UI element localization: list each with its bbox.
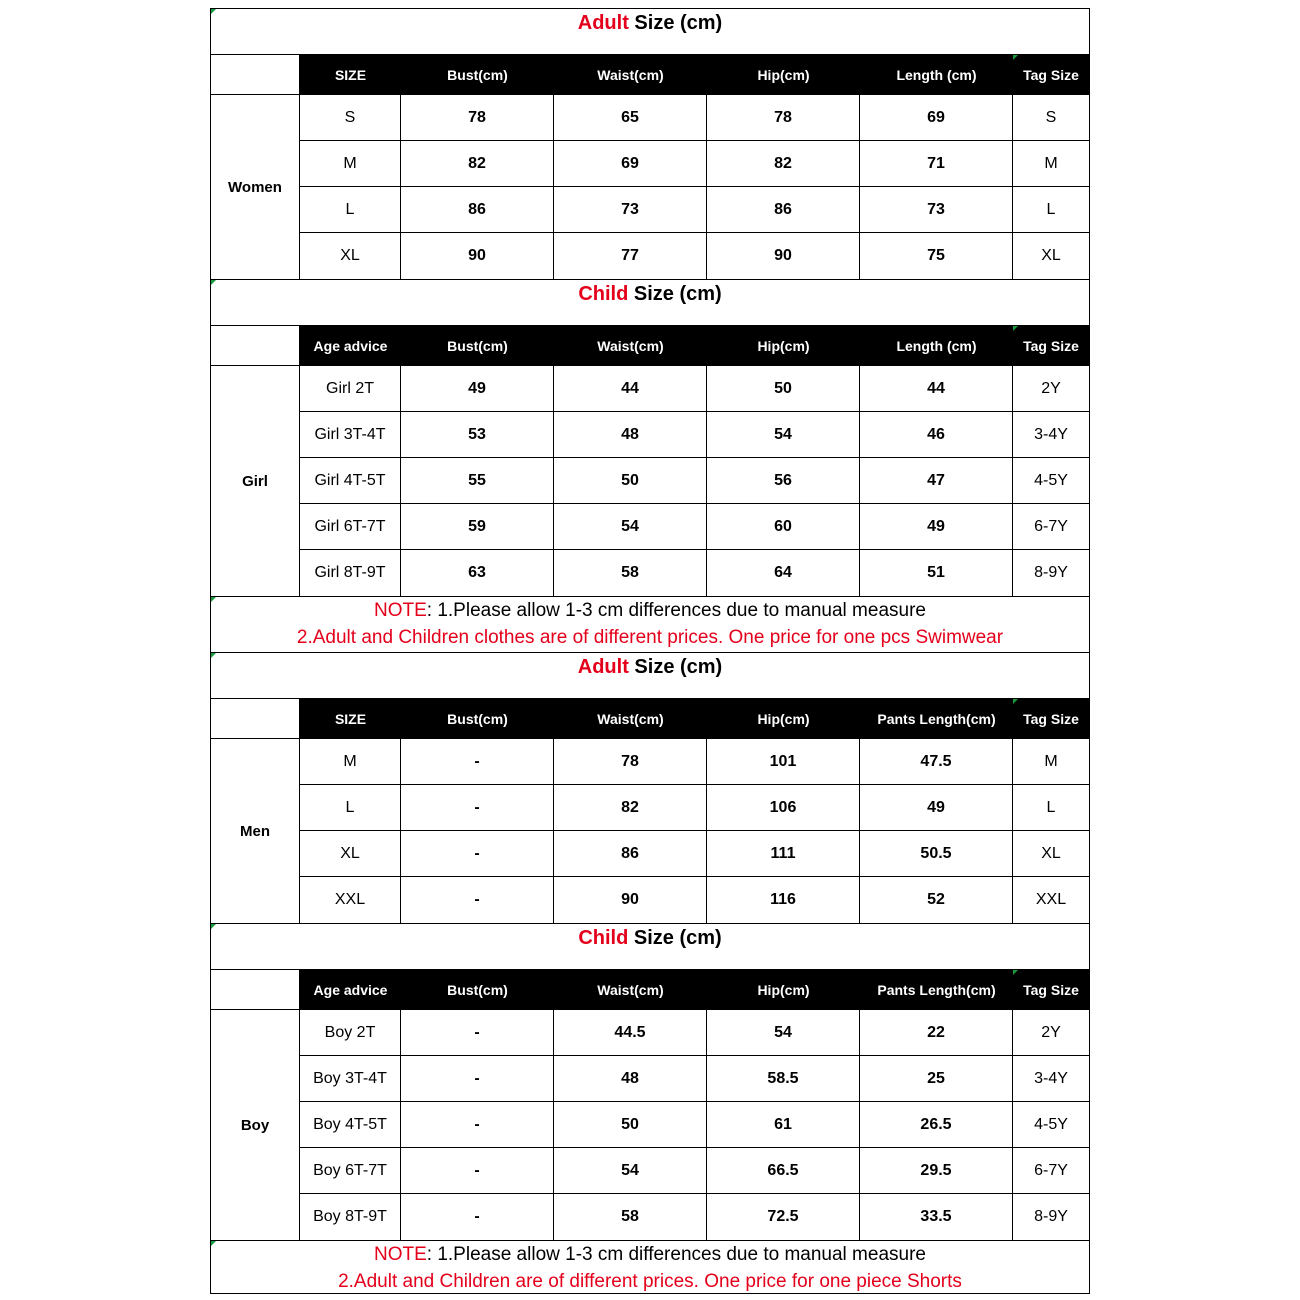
cell-length: 49	[860, 785, 1013, 830]
header-columns	[300, 326, 1089, 365]
column-header-size: SIZE	[334, 710, 367, 727]
cell-hip: 72.5	[707, 1194, 860, 1240]
section-title	[211, 9, 1089, 55]
table-rows	[300, 1010, 1089, 1240]
cell-length: 22	[860, 1010, 1013, 1055]
cell-waist: 58	[554, 550, 707, 596]
cell-waist: 77	[554, 233, 707, 279]
cell-hip: 64	[707, 550, 860, 596]
size-section	[211, 9, 1089, 280]
column-header-length: Pants Length(cm)	[877, 981, 996, 998]
cell-hip: 61	[707, 1102, 860, 1147]
section-title	[211, 280, 1089, 326]
table-row	[300, 1102, 1089, 1148]
cell-size: Girl 4T-5T	[300, 458, 401, 503]
note-label: NOTE	[374, 600, 427, 621]
table-rows	[300, 366, 1089, 596]
section-title-text: Size (cm)	[628, 927, 722, 949]
table-row	[300, 366, 1089, 412]
table-row	[300, 785, 1089, 831]
cell-tag: 4-5Y	[1034, 1115, 1068, 1133]
column-header-waist: Waist(cm)	[597, 710, 664, 727]
cell-hip: 58.5	[707, 1056, 860, 1101]
section-title-text: Size (cm)	[628, 12, 723, 34]
table-body	[211, 366, 1089, 597]
table-header	[211, 970, 1089, 1010]
header-blank-cell	[211, 699, 300, 738]
header-columns	[300, 55, 1089, 94]
cell-bust: 49	[401, 366, 554, 411]
cell-tag: L	[1046, 200, 1056, 218]
table-rows	[300, 95, 1089, 279]
column-header-size: Age advice	[313, 981, 388, 998]
column-header-bust: Bust(cm)	[447, 981, 508, 998]
column-header-tag: Tag Size	[1013, 55, 1089, 94]
section-title-highlight: Adult	[577, 656, 629, 678]
cell-size: Boy 2T	[300, 1010, 401, 1055]
section-title	[211, 653, 1089, 699]
cell-waist: 82	[554, 785, 707, 830]
cell-size: Girl 3T-4T	[300, 412, 401, 457]
note-line-2: 2.Adult and Children clothes are of different prices. One price for one pcs Swimwear	[296, 627, 1004, 648]
table-row	[300, 1056, 1089, 1102]
cell-bust: 78	[401, 95, 554, 140]
cell-size: Boy 6T-7T	[300, 1148, 401, 1193]
note-box	[211, 597, 1089, 653]
cell-hip: 56	[707, 458, 860, 503]
size-section	[211, 924, 1089, 1297]
column-header-hip: Hip(cm)	[757, 710, 810, 727]
cell-hip: 101	[707, 739, 860, 784]
cell-waist: 50	[554, 458, 707, 503]
cell-bust: -	[401, 877, 554, 923]
note-box	[211, 1241, 1089, 1297]
table-row	[300, 739, 1089, 785]
section-title-text: Size (cm)	[628, 283, 722, 305]
cell-waist: 78	[554, 739, 707, 784]
cell-bust: 90	[401, 233, 554, 279]
cell-waist: 69	[554, 141, 707, 186]
table-row	[300, 504, 1089, 550]
cell-bust: -	[401, 831, 554, 876]
cell-bust: 55	[401, 458, 554, 503]
column-header-length: Length (cm)	[896, 66, 977, 83]
note-text-1: : 1.Please allow 1-3 cm differences due to manual measure	[426, 1244, 926, 1265]
cell-length: 25	[860, 1056, 1013, 1101]
cell-size: Girl 8T-9T	[300, 550, 401, 596]
cell-tag: M	[1044, 154, 1058, 172]
table-row	[300, 233, 1089, 279]
size-chart	[210, 8, 1090, 1294]
cell-size: Boy 8T-9T	[300, 1194, 401, 1240]
cell-length: 47.5	[860, 739, 1013, 784]
cell-tag: 6-7Y	[1034, 517, 1068, 535]
cell-size: L	[300, 785, 401, 830]
note-text-1: : 1.Please allow 1-3 cm differences due to manual measure	[426, 600, 926, 621]
cell-tag: XL	[1041, 247, 1061, 264]
cell-length: 73	[860, 187, 1013, 232]
table-row	[300, 95, 1089, 141]
cell-hip: 82	[707, 141, 860, 186]
section-title-highlight: Child	[578, 283, 629, 305]
cell-size: M	[300, 141, 401, 186]
cell-length: 50.5	[860, 831, 1013, 876]
cell-bust: -	[401, 1056, 554, 1101]
cell-tag: 2Y	[1041, 379, 1061, 397]
table-row	[300, 1194, 1089, 1240]
cell-length: 51	[860, 550, 1013, 596]
cell-size: S	[300, 95, 401, 140]
table-header	[211, 326, 1089, 366]
note-label: NOTE	[374, 1244, 427, 1265]
table-rows	[300, 739, 1089, 923]
cell-waist: 73	[554, 187, 707, 232]
cell-size: XL	[300, 831, 401, 876]
cell-tag: 8-9Y	[1034, 564, 1068, 581]
cell-bust: -	[401, 739, 554, 784]
column-header-hip: Hip(cm)	[757, 337, 810, 354]
table-row	[300, 141, 1089, 187]
header-blank-cell	[211, 326, 300, 365]
group-label: Women	[211, 95, 300, 279]
group-label: Girl	[211, 366, 300, 596]
table-row	[300, 550, 1089, 596]
section-title-highlight: Child	[578, 927, 629, 949]
cell-tag: 3-4Y	[1034, 1069, 1068, 1087]
cell-hip: 60	[707, 504, 860, 549]
cell-length: 44	[860, 366, 1013, 411]
column-header-bust: Bust(cm)	[447, 337, 508, 354]
cell-bust: 59	[401, 504, 554, 549]
table-body	[211, 739, 1089, 924]
note-line-1	[211, 1241, 1089, 1268]
cell-waist: 44.5	[554, 1010, 707, 1055]
table-row	[300, 412, 1089, 458]
cell-tag: 6-7Y	[1034, 1161, 1068, 1179]
cell-bust: 63	[401, 550, 554, 596]
cell-hip: 90	[707, 233, 860, 279]
table-header	[211, 699, 1089, 739]
table-body	[211, 95, 1089, 280]
cell-size: M	[300, 739, 401, 784]
column-header-tag: Tag Size	[1013, 970, 1089, 1009]
cell-waist: 58	[554, 1194, 707, 1240]
cell-size: XXL	[300, 877, 401, 923]
section-title-highlight: Adult	[577, 12, 629, 34]
column-header-hip: Hip(cm)	[757, 66, 810, 83]
table-row	[300, 831, 1089, 877]
cell-length: 69	[860, 95, 1013, 140]
header-columns	[300, 970, 1089, 1009]
cell-waist: 44	[554, 366, 707, 411]
section-title	[211, 924, 1089, 970]
cell-length: 75	[860, 233, 1013, 279]
column-header-length: Pants Length(cm)	[877, 710, 996, 727]
cell-waist: 86	[554, 831, 707, 876]
cell-tag: M	[1044, 752, 1058, 770]
note-line-1	[211, 597, 1089, 624]
table-row	[300, 877, 1089, 923]
cell-tag: S	[1045, 108, 1057, 126]
cell-bust: -	[401, 1010, 554, 1055]
column-header-size: SIZE	[334, 66, 367, 83]
cell-hip: 116	[707, 877, 860, 923]
section-title-text: Size (cm)	[628, 656, 723, 678]
cell-bust: 53	[401, 412, 554, 457]
column-header-length: Length (cm)	[896, 337, 977, 354]
cell-bust: 82	[401, 141, 554, 186]
column-header-hip: Hip(cm)	[757, 981, 810, 998]
column-header-bust: Bust(cm)	[447, 66, 508, 83]
cell-length: 26.5	[860, 1102, 1013, 1147]
cell-tag: 8-9Y	[1034, 1208, 1068, 1225]
cell-hip: 50	[707, 366, 860, 411]
cell-hip: 66.5	[707, 1148, 860, 1193]
note-line-2: 2.Adult and Children are of different prices. One price for one piece Shorts	[338, 1271, 962, 1292]
cell-waist: 54	[554, 504, 707, 549]
size-section	[211, 653, 1089, 924]
table-row	[300, 1148, 1089, 1194]
header-blank-cell	[211, 55, 300, 94]
column-header-waist: Waist(cm)	[597, 66, 664, 83]
cell-length: 47	[860, 458, 1013, 503]
cell-waist: 54	[554, 1148, 707, 1193]
cell-hip: 54	[707, 412, 860, 457]
cell-waist: 50	[554, 1102, 707, 1147]
table-row	[300, 458, 1089, 504]
cell-waist: 90	[554, 877, 707, 923]
cell-hip: 106	[707, 785, 860, 830]
header-columns	[300, 699, 1089, 738]
header-blank-cell	[211, 970, 300, 1009]
cell-hip: 78	[707, 95, 860, 140]
column-header-waist: Waist(cm)	[597, 337, 664, 354]
cell-bust: -	[401, 1194, 554, 1240]
cell-waist: 48	[554, 1056, 707, 1101]
cell-tag: 4-5Y	[1034, 471, 1068, 489]
cell-length: 29.5	[860, 1148, 1013, 1193]
cell-size: L	[300, 187, 401, 232]
column-header-bust: Bust(cm)	[447, 710, 508, 727]
column-header-tag: Tag Size	[1013, 326, 1089, 365]
cell-size: Girl 6T-7T	[300, 504, 401, 549]
cell-length: 52	[860, 877, 1013, 923]
group-label: Boy	[211, 1010, 300, 1240]
cell-bust: -	[401, 785, 554, 830]
cell-length: 46	[860, 412, 1013, 457]
cell-bust: -	[401, 1148, 554, 1193]
cell-tag: XXL	[1035, 891, 1067, 908]
column-header-size: Age advice	[313, 337, 388, 354]
cell-waist: 65	[554, 95, 707, 140]
cell-bust: -	[401, 1102, 554, 1147]
cell-tag: 3-4Y	[1034, 425, 1068, 443]
table-row	[300, 187, 1089, 233]
cell-bust: 86	[401, 187, 554, 232]
column-header-tag: Tag Size	[1013, 699, 1089, 738]
cell-hip: 54	[707, 1010, 860, 1055]
table-body	[211, 1010, 1089, 1241]
cell-tag: L	[1046, 798, 1056, 816]
cell-hip: 86	[707, 187, 860, 232]
cell-length: 71	[860, 141, 1013, 186]
group-label: Men	[211, 739, 300, 923]
column-header-waist: Waist(cm)	[597, 981, 664, 998]
cell-size: XL	[300, 233, 401, 279]
table-header	[211, 55, 1089, 95]
cell-size: Boy 3T-4T	[300, 1056, 401, 1101]
cell-waist: 48	[554, 412, 707, 457]
cell-tag: XL	[1041, 844, 1061, 862]
cell-size: Girl 2T	[300, 366, 401, 411]
table-row	[300, 1010, 1089, 1056]
cell-length: 49	[860, 504, 1013, 549]
cell-size: Boy 4T-5T	[300, 1102, 401, 1147]
cell-length: 33.5	[860, 1194, 1013, 1240]
size-section	[211, 280, 1089, 653]
cell-tag: 2Y	[1041, 1023, 1061, 1041]
cell-hip: 111	[707, 831, 860, 876]
